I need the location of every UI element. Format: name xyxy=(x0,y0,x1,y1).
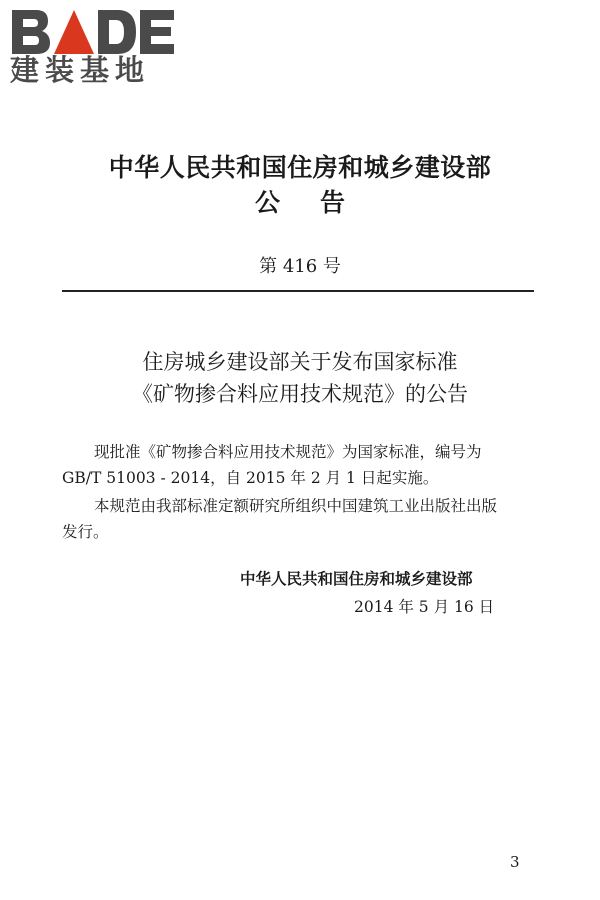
signature-date: 2014 年 5 月 16 日 xyxy=(354,598,495,616)
logo-letter-d xyxy=(98,10,136,54)
notice-heading: 公告 xyxy=(254,188,385,217)
header-divider xyxy=(62,290,534,292)
logo-letter-b xyxy=(12,10,50,54)
logo-subtitle: 建装基地 xyxy=(10,53,151,87)
signature-organization: 中华人民共和国住房和城乡建设部 xyxy=(240,569,473,588)
logo-letter-e xyxy=(140,10,174,54)
notice-number: 第 416 号 xyxy=(259,256,341,277)
body-paragraph-1-line-2: GB/T 51003 - 2014，自 2015 年 2 月 1 日起实施。 xyxy=(62,469,439,487)
logo-letter-a xyxy=(54,10,94,54)
bade-wordmark xyxy=(8,6,178,58)
page-number: 3 xyxy=(510,853,520,871)
organization-title: 中华人民共和国住房和城乡建设部 xyxy=(108,153,492,182)
body-paragraph-1-line-1: 现批准《矿物掺合料应用技术规范》为国家标准，编号为 xyxy=(94,443,482,461)
subject-line-1: 住房城乡建设部关于发布国家标准 xyxy=(142,350,458,374)
body-paragraph-2-line-1: 本规范由我部标准定额研究所组织中国建筑工业出版社出版 xyxy=(94,497,498,515)
body-paragraph-2-line-2: 发行。 xyxy=(62,523,109,541)
subject-line-2: 《矿物掺合料应用技术规范》的公告 xyxy=(132,382,468,406)
